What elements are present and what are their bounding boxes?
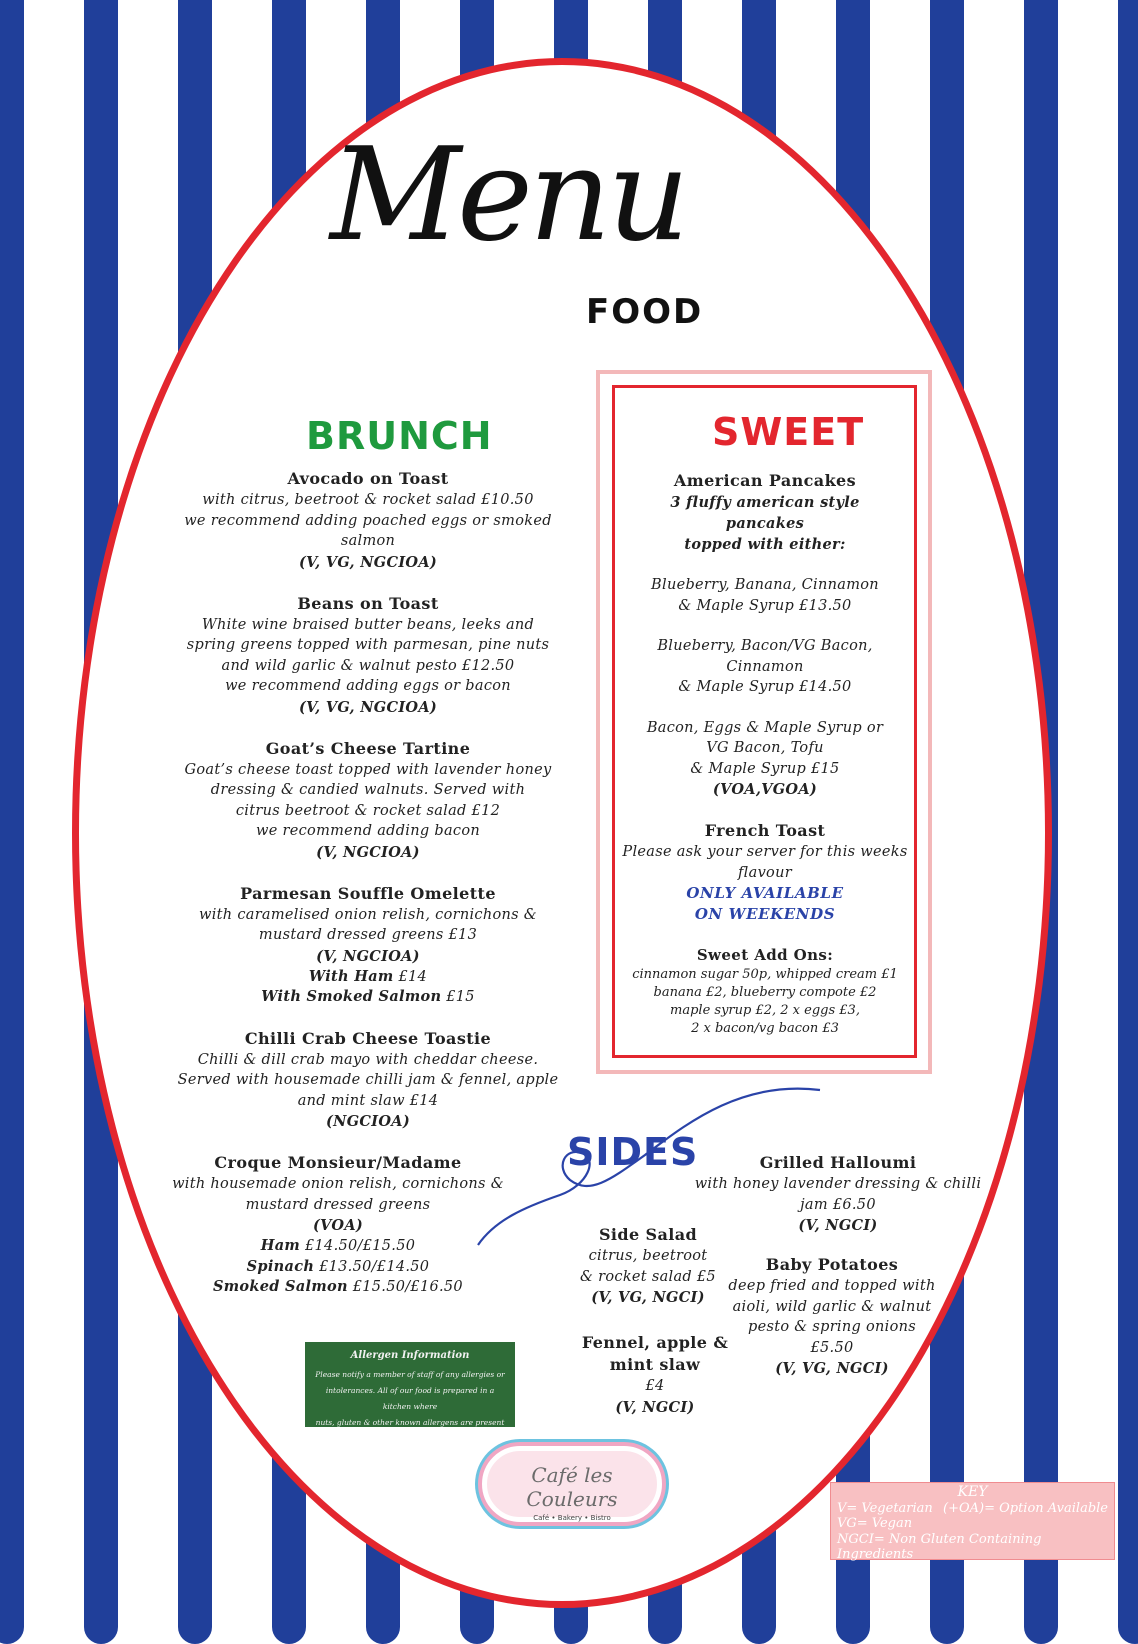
item-name: Fennel, apple & bbox=[581, 1333, 729, 1352]
item-desc: Served with housemade chilli jam & fennel, apple bbox=[177, 1072, 559, 1088]
side-item bbox=[712, 1254, 952, 1379]
item-desc: and wild garlic & walnut pesto £12.50 bbox=[221, 657, 515, 674]
item-name: Beans on Toast bbox=[297, 593, 439, 613]
item-name: Parmesan Souffle Omelette bbox=[240, 883, 496, 903]
menu-item bbox=[168, 883, 568, 1008]
extra-price: £14.50/£15.50 bbox=[300, 1238, 416, 1254]
menu-item bbox=[614, 944, 916, 1038]
item-desc: deep fried and topped with bbox=[728, 1278, 936, 1294]
item-option: & Maple Syrup £14.50 bbox=[678, 679, 852, 695]
extra-price: £15 bbox=[441, 989, 475, 1005]
allergen-body: nuts, gluten & other known allergens are present bbox=[315, 1418, 505, 1427]
item-desc: Chilli & dill crab mayo with cheddar cheese. bbox=[197, 1051, 539, 1068]
item-intro: topped with either: bbox=[684, 536, 846, 553]
menu-item bbox=[614, 470, 916, 800]
item-name: American Pancakes bbox=[673, 471, 857, 490]
menu-item bbox=[614, 820, 916, 924]
allergen-body: intolerances. All of our food is prepared in a kitchen where bbox=[325, 1386, 495, 1411]
item-name: Side Salad bbox=[598, 1225, 698, 1244]
menu-item bbox=[168, 593, 568, 718]
item-desc: mustard dressed greens bbox=[245, 1196, 431, 1213]
item-desc: 2 x bacon/vg bacon £3 bbox=[691, 1021, 839, 1036]
item-name: Croque Monsieur/Madame bbox=[214, 1153, 462, 1172]
item-desc: with honey lavender dressing & chilli bbox=[694, 1176, 982, 1192]
extra-price: £13.50/£14.50 bbox=[314, 1258, 430, 1275]
extra-label: Spinach bbox=[246, 1257, 315, 1275]
item-option: VG Bacon, Tofu bbox=[706, 740, 824, 756]
item-name: French Toast bbox=[704, 821, 826, 840]
side-item bbox=[570, 1332, 740, 1418]
item-desc: with caramelised onion relish, cornichons & bbox=[199, 906, 537, 923]
item-desc: flavour bbox=[738, 864, 792, 881]
dietary-tag: (V, NGCI) bbox=[798, 1217, 878, 1234]
extra-label: Ham bbox=[260, 1237, 301, 1254]
logo-tagline: Café • Bakery • Bistro bbox=[533, 1514, 611, 1522]
cafe-logo bbox=[482, 1446, 662, 1522]
dietary-tag: (NGCIOA) bbox=[326, 1113, 410, 1130]
dietary-tag: (V, VG, NGCI) bbox=[775, 1360, 889, 1377]
item-desc: aioli, wild garlic & walnut bbox=[732, 1298, 932, 1315]
extra-price: £14 bbox=[393, 968, 428, 985]
dietary-tag: (V, NGCIOA) bbox=[316, 843, 420, 861]
menu-title: Menu bbox=[330, 121, 686, 270]
weekend-note: ONLY AVAILABLE bbox=[686, 884, 844, 902]
item-intro: pancakes bbox=[725, 515, 805, 532]
allergen-body: Please notify a member of staff of any allergies or bbox=[315, 1370, 505, 1379]
extra-label: Smoked Salmon bbox=[213, 1278, 348, 1295]
item-option: & Maple Syrup £15 bbox=[690, 760, 840, 777]
item-intro: 3 fluffy american style bbox=[670, 494, 860, 511]
item-extra bbox=[138, 1277, 538, 1298]
item-name: Grilled Halloumi bbox=[759, 1153, 917, 1172]
item-desc: with citrus, beetroot & rocket salad £10.50 bbox=[202, 492, 534, 508]
item-desc: jam £6.50 bbox=[800, 1196, 876, 1213]
item-name: Chilli Crab Cheese Toastie bbox=[244, 1028, 492, 1048]
item-name: Baby Potatoes bbox=[765, 1255, 899, 1274]
allergen-info-box bbox=[305, 1342, 515, 1427]
item-desc: & rocket salad £5 bbox=[580, 1268, 716, 1285]
item-name: mint slaw bbox=[609, 1355, 701, 1374]
extra-label: With Ham bbox=[308, 967, 394, 985]
item-option: Blueberry, Bacon/VG Bacon, bbox=[657, 638, 873, 654]
menu-subtitle: FOOD bbox=[586, 292, 704, 332]
item-desc: Please ask your server for this weeks bbox=[622, 844, 908, 860]
key-line: VG= Vegan bbox=[837, 1516, 913, 1531]
key-line: V= Vegetarian bbox=[837, 1500, 933, 1516]
item-option: Blueberry, Banana, Cinnamon bbox=[651, 577, 879, 593]
dietary-tag: (V, NGCI) bbox=[615, 1398, 695, 1416]
extra-price: £15.50/£16.50 bbox=[347, 1279, 463, 1295]
dietary-tag: (V, VG, NGCIOA) bbox=[298, 553, 438, 571]
item-desc: mustard dressed greens £13 bbox=[258, 927, 478, 943]
item-option: Cinnamon bbox=[726, 658, 804, 675]
item-option: & Maple Syrup £13.50 bbox=[678, 597, 852, 614]
allergen-title: Allergen Information bbox=[350, 1350, 470, 1361]
item-desc: banana £2, blueberry compote £2 bbox=[653, 985, 877, 1000]
item-desc: spring greens topped with parmesan, pine nuts bbox=[186, 637, 550, 653]
item-desc: maple syrup £2, 2 x eggs £3, bbox=[670, 1003, 860, 1018]
extra-label: With Smoked Salmon bbox=[261, 988, 442, 1005]
dietary-tag: (V, VG, NGCI) bbox=[591, 1289, 705, 1306]
key-line: (+OA)= Option Available bbox=[943, 1500, 1108, 1516]
item-desc: White wine braised butter beans, leeks and bbox=[201, 616, 535, 633]
logo-name: Café les Couleurs bbox=[526, 1463, 618, 1511]
item-desc: citrus, beetroot bbox=[588, 1248, 708, 1264]
sweet-title: SWEET bbox=[712, 410, 865, 454]
item-name: Sweet Add Ons: bbox=[696, 946, 834, 964]
item-desc: salmon bbox=[340, 533, 396, 549]
weekend-note: ON WEEKENDS bbox=[694, 904, 836, 923]
sweet-column bbox=[614, 470, 916, 1058]
item-name: Goat’s Cheese Tartine bbox=[265, 738, 471, 758]
dietary-key bbox=[830, 1482, 1115, 1560]
item-desc: we recommend adding bacon bbox=[256, 823, 480, 839]
key-line: NGCI= Non Gluten Containing Ingredients bbox=[837, 1531, 1042, 1562]
item-desc: cinnamon sugar 50p, whipped cream £1 bbox=[632, 967, 898, 982]
item-extra bbox=[168, 967, 568, 988]
item-desc: we recommend adding poached eggs or smoked bbox=[184, 512, 552, 529]
item-desc: dressing & candied walnuts. Served with bbox=[210, 782, 526, 798]
item-desc: £5.50 bbox=[810, 1339, 854, 1356]
dietary-tag: (V, VG, NGCIOA) bbox=[298, 698, 438, 716]
item-extra bbox=[168, 987, 568, 1008]
item-desc: citrus beetroot & rocket salad £12 bbox=[235, 802, 501, 819]
item-name: Avocado on Toast bbox=[287, 469, 449, 488]
item-desc: and mint slaw £14 bbox=[297, 1092, 439, 1109]
item-desc: we recommend adding eggs or bacon bbox=[225, 678, 511, 694]
key-title: KEY bbox=[957, 1484, 988, 1500]
key-row bbox=[837, 1501, 1108, 1517]
dietary-tag: (VOA) bbox=[312, 1217, 364, 1234]
item-option: Bacon, Eggs & Maple Syrup or bbox=[646, 719, 884, 736]
brunch-title: BRUNCH bbox=[306, 414, 493, 458]
sides-title: SIDES bbox=[567, 1130, 699, 1174]
item-desc: £4 bbox=[645, 1378, 665, 1394]
menu-item bbox=[168, 738, 568, 863]
menu-item bbox=[168, 468, 568, 573]
item-desc: with housemade onion relish, cornichons & bbox=[172, 1176, 504, 1192]
item-desc: pesto & spring onions bbox=[747, 1319, 917, 1335]
item-desc: Goat’s cheese toast topped with lavender honey bbox=[184, 761, 552, 778]
dietary-tag: (V, NGCIOA) bbox=[316, 947, 420, 965]
dietary-tag: (VOA,VGOA) bbox=[712, 781, 818, 798]
